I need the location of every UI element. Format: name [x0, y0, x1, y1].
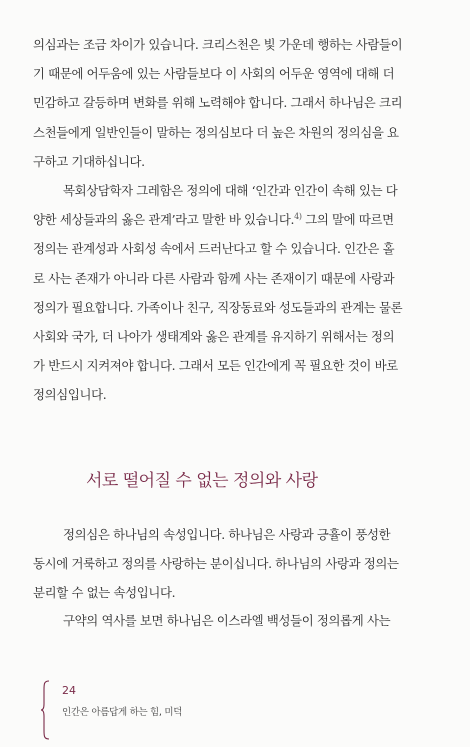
- text-line-with-footnote: [33, 205, 441, 234]
- text-segment: 양한 세상들과의 옳은 관계’라고 말한 바 있습니다.: [33, 212, 295, 228]
- brace-ornament-icon: [40, 680, 50, 740]
- paragraph-1: [33, 30, 441, 176]
- section-heading: 서로 떨어질 수 없는 정의와 사랑: [86, 471, 318, 491]
- text-line: 사회와 국가, 더 나아가 생태계와 옳은 관계를 유지하기 위해서는 정의: [33, 328, 395, 344]
- paragraph-3: [33, 520, 441, 608]
- text-line: 구약의 역사를 보면 하나님은 이스라엘 백성들이 정의롭게 사는: [63, 613, 391, 628]
- text-line: 정의심은 하나님의 속성입니다. 하나님은 사랑과 긍휼이 풍성한: [63, 527, 391, 542]
- page-footer: [40, 680, 240, 740]
- text-line: 정의는 관계성과 사회성 속에서 드러난다고 할 수 있습니다. 인간은 홀: [33, 241, 395, 257]
- text-line: 기 때문에 어두움에 있는 사람들보다 이 사회의 어두운 영역에 대해 더: [33, 66, 395, 82]
- text-line: 의심과는 조금 차이가 있습니다. 크리스천은 빛 가운데 행하는 사람들이: [33, 37, 403, 52]
- text-line: 분리할 수 없는 속성입니다.: [33, 585, 176, 601]
- text-segment: 그의 말에 따르면: [301, 212, 394, 228]
- page-number: 24: [62, 684, 76, 697]
- text-line: 정의가 필요합니다. 가족이나 친구, 직장동료와 성도들과의 관계는 물론: [33, 299, 403, 315]
- text-line: 로 사는 존재가 아니라 다른 사람과 함께 사는 존재이기 때문에 사랑과: [33, 270, 395, 286]
- paragraph-2: [33, 176, 441, 410]
- text-line: 가 반드시 지켜져야 합니다. 그래서 모든 인간에게 꼭 필요한 것이 바로: [33, 358, 398, 374]
- text-line: 구하고 기대하십니다.: [33, 153, 145, 169]
- text-line: 동시에 거룩하고 정의를 사랑하는 분이십니다. 하나님의 사랑과 정의는: [33, 556, 399, 572]
- text-line: 스천들에게 일반인들이 말하는 정의심보다 더 높은 차원의 정의심을 요: [33, 124, 399, 140]
- paragraph-4: [33, 606, 441, 635]
- text-line: 목회상담학자 그레함은 정의에 대해 ‘인간과 인간이 속해 있는 다: [63, 183, 398, 198]
- running-book-title: 인간은 아름답게 하는 힘, 미덕: [62, 707, 183, 718]
- footnote-marker[interactable]: 4): [294, 212, 302, 222]
- text-line: 민감하고 갈등하며 변화를 위해 노력해야 합니다. 그래서 하나님은 크리: [33, 95, 403, 111]
- text-line: 정의심입니다.: [33, 387, 107, 403]
